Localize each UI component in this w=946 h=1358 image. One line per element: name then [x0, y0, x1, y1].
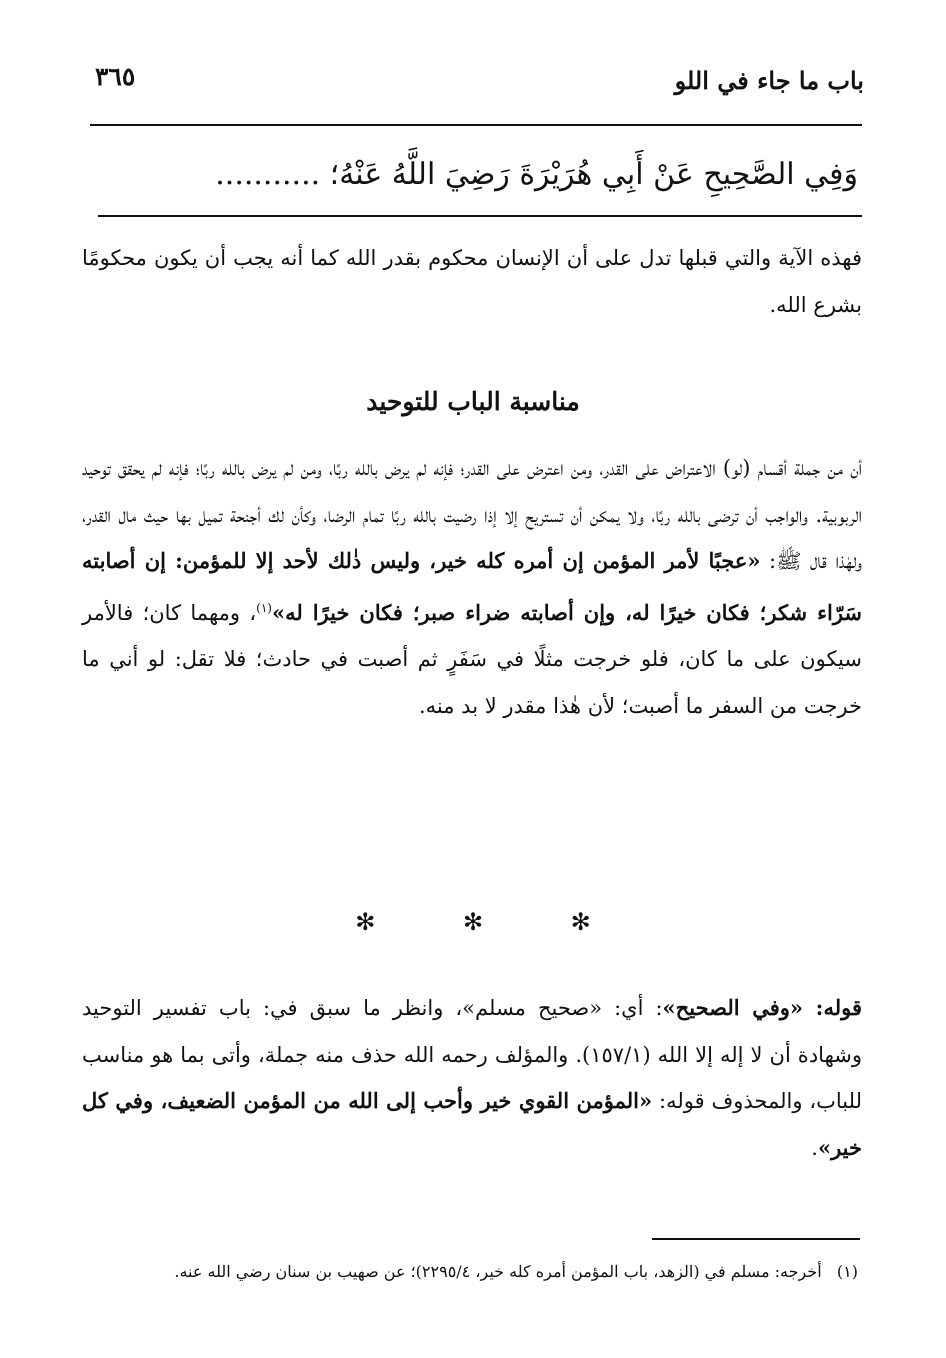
section-heading: مناسبة الباب للتوحيد — [366, 387, 580, 416]
footnote-ref: (١) — [256, 600, 272, 615]
commentary-text-end: . — [811, 1135, 818, 1160]
intro-paragraph: فهذه الآية والتي قبلها تدل على أن الإنسان محكوم بقدر الله كما أنه يجب أن يكون محكومًا بشرع الله. — [82, 246, 862, 317]
section-paragraph — [82, 445, 862, 729]
matn-rule — [98, 215, 862, 217]
page-number: ٣٦٥ — [95, 62, 136, 91]
footnote-1-marker: (١) — [836, 1262, 858, 1281]
commentary-quote: «المؤمن القوي خير وأحب إلى الله من المؤمن الضعيف، وفي كل خير» — [82, 1088, 862, 1160]
section-separator: ✻ ✻ ✻ — [355, 908, 631, 936]
commentary-text-start: : أي: «صحيح مسلم»، وانظر ما سبق في: باب تفسير التوحيد وشهادة أن لا إله إلا الله (١٥٧/١). والمؤلف رحمه الله حذف منه جملة، وأتى بما هو مناسب للباب، والمحذوف قوله: — [82, 996, 862, 1113]
section-text-start: أن من جملة أقسام (لو) الاعتراض على القدر، ومن اعترض على القدر؛ فإنه لم يرض بالله ربًا، ومن لم يرض بالله ربًا؛ فإنه لم يحقق توحيد الربوبية. والواجب أن ترضى بالله ربًا، ولا يمكن أن تستريح إلا إذا رضيت بالله ربًا تمام الرضا، وكأن لك أجنحة تميل بها حيث مال القدر، ولهٰذا قال ﷺ: — [82, 456, 862, 573]
commentary-paragraph — [82, 985, 862, 1171]
footnote-1 — [78, 1256, 858, 1288]
section-text-end: ، ومهما كان؛ فالأمر سيكون على ما كان، فلو خرجت مثلًا في سَفَرٍ ثم أصبت في حادث؛ فلا تقل: لو أني ما خرجت من السفر ما أصبت؛ لأن هٰذا مقدر لا بد منه. — [82, 600, 862, 718]
footnote-rule — [652, 1238, 860, 1240]
footnote-1-text: أخرجه: مسلم في (الزهد، باب المؤمن أمره كله خير، ٢٢٩٥/٤)؛ عن صهيب بن سنان رضي الله عنه. — [174, 1262, 822, 1281]
header-rule — [90, 124, 862, 126]
matn-line: وَفِي الصَّحِيحِ عَنْ أَبِي هُرَيْرَةَ رَضِيَ اللَّهُ عَنْهُ؛ ........... — [215, 157, 858, 192]
hadith-quote: «عجبًا لأمر المؤمن إن أمره كله خير، وليس ذٰلك لأحد إلا للمؤمن: إن أصابته سَرّاء شكر؛ فكان خيرًا له، وإن أصابته ضراء صبر؛ فكان خيرًا له» — [82, 548, 862, 625]
commentary-label: قوله: «وفي الصحيح» — [662, 995, 862, 1020]
running-header-title: باب ما جاء في اللو — [674, 66, 864, 95]
